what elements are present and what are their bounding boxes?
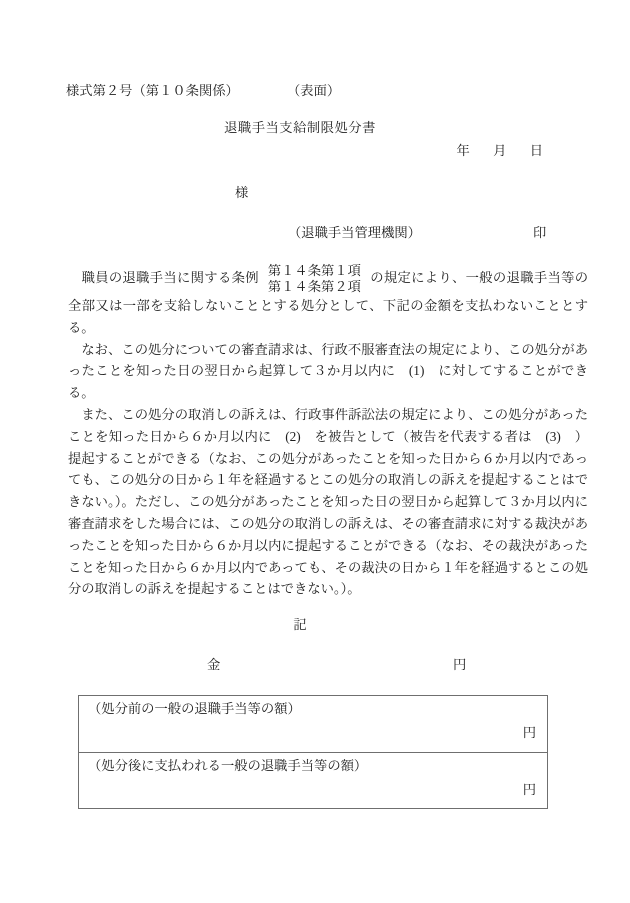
addressee-honorific: 様	[235, 185, 249, 200]
date-month-label: 月	[493, 143, 507, 158]
row-amount-unit: 円	[522, 782, 536, 797]
clause-option-1: 第１４条第１項	[267, 263, 361, 278]
date-line	[456, 140, 543, 159]
amount-unit-label: 円	[453, 657, 467, 672]
clause-stack	[268, 263, 361, 295]
side-label: （表面）	[287, 83, 341, 98]
row-amount-unit: 円	[522, 725, 536, 740]
clause-paragraph	[68, 263, 588, 339]
clause-lead: 職員の退職手当に関する条例	[68, 270, 259, 286]
form-number: 様式第２号（第１０条関係）	[66, 83, 239, 98]
row-label: （処分後に支払われる一般の退職手当等の額）	[88, 758, 368, 773]
issuer-name: （退職手当管理機関）	[288, 225, 421, 240]
record-heading: 記	[293, 617, 307, 632]
date-day-label: 日	[529, 143, 543, 158]
amount-line	[0, 654, 630, 676]
table-row-before-disposition	[79, 696, 547, 752]
clause-rest: の規定により、一般の退職手当等の全部又は一部を支給しないこととする処分として、下記の金額を支払わないこととする。	[68, 270, 589, 335]
clause-option-2: 第１４条第２項	[267, 279, 361, 294]
table-row-after-disposition	[79, 752, 547, 808]
seal-mark: 印	[533, 225, 547, 240]
amount-prefix-label: 金	[207, 657, 221, 672]
amounts-table	[78, 695, 548, 809]
row-label: （処分前の一般の退職手当等の額）	[88, 701, 301, 716]
lawsuit-paragraph: また、この処分の取消しの訴えは、行政事件訴訟法の規定により、この処分があったことを知った日から６か月以内に (2) を被告として（被告を代表する者は (3) ）提起することができる（なお、この処分があったことを知った日から６か月以内であっても、この処分の日から１年を経過するとこの処分の取消しの訴えを提起することはできない。）。ただし、この処分があったことを知った日の翌日から起算して３か月以内に審査請求をした場合には、この処分の取消しの訴えは、その審査請求に対する裁決があったことを知った日から６か月以内に提起することができる（なお、その裁決があったことを知った日から６か月以内であっても、その裁決の日から１年を経過するとこの処分の取消しの訴えを提起することはできない。）。	[68, 406, 588, 597]
date-year-label: 年	[456, 143, 470, 158]
appeal-paragraph: なお、この処分についての審査請求は、行政不服審査法の規定により、この処分があったことを知った日の翌日から起算して３か月以内に (1) に対してすることができる。	[68, 341, 588, 401]
page-title: 退職手当支給制限処分書	[224, 120, 376, 135]
body-text	[68, 263, 588, 600]
